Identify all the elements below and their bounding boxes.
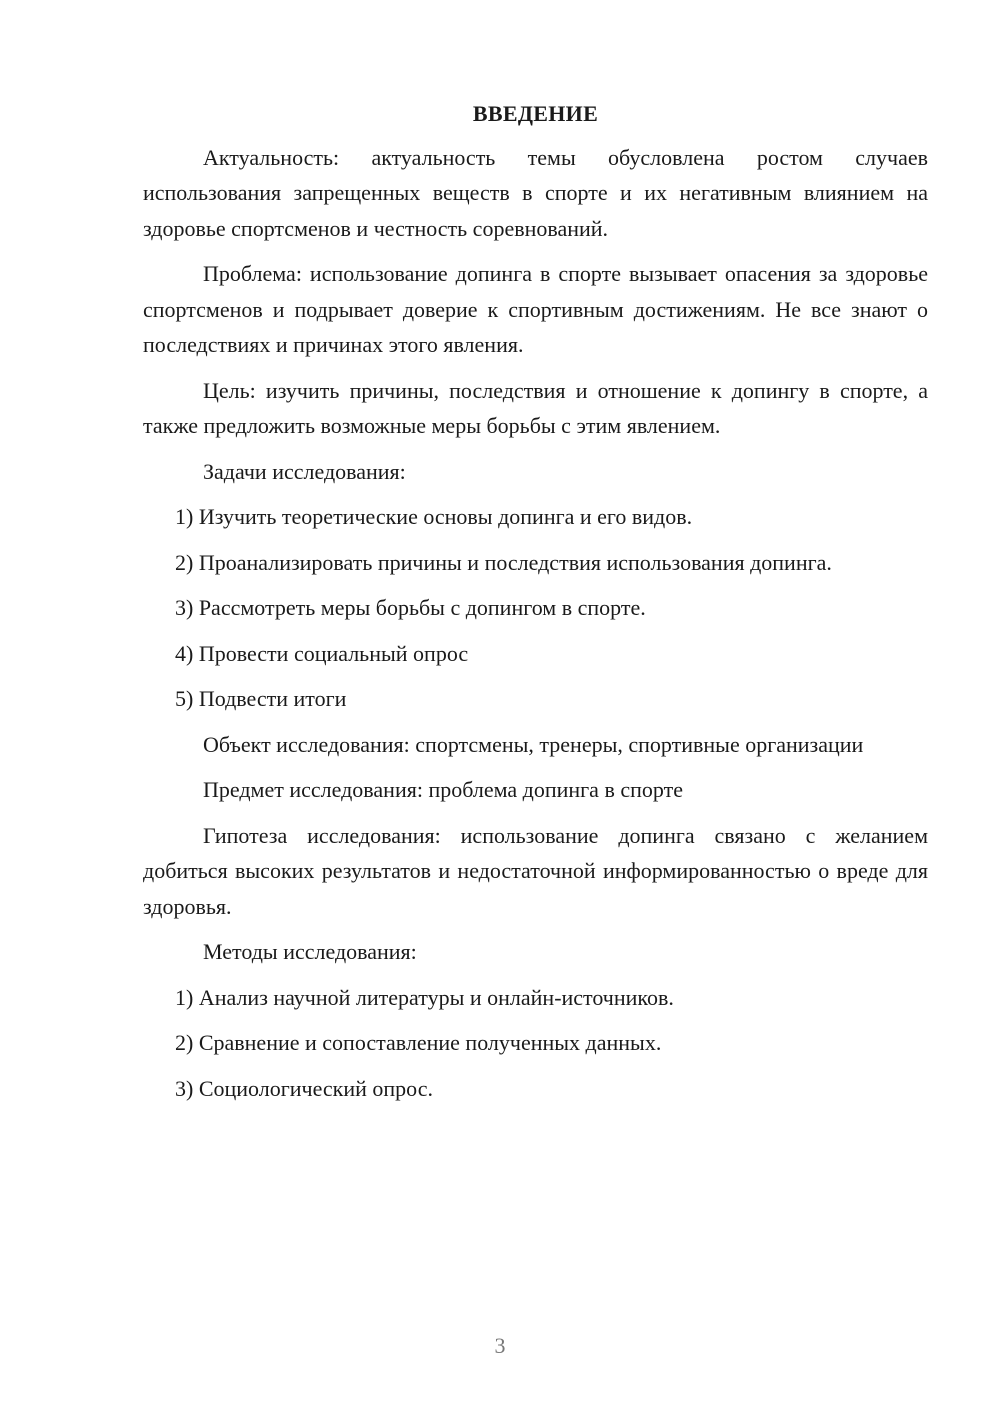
methods-list <box>143 980 928 1107</box>
list-item: 1) Анализ научной литературы и онлайн-источников. <box>175 984 674 1010</box>
list-item: 5) Подвести итоги <box>175 686 347 711</box>
page-title: ВВЕДЕНИЕ <box>472 101 599 126</box>
tasks-list <box>143 499 928 717</box>
list-item: 2) Сравнение и сопоставление полученных данных. <box>175 1030 662 1055</box>
page-number: 3 <box>494 1333 506 1358</box>
object-paragraph: Объект исследования: спортсмены, тренеры, спортивные организации <box>203 731 864 757</box>
problem-paragraph: Проблема: использование допинга в спорте вызывает опасения за здоровье спортсменов и подрывает доверие к спортивным достижениям. Не все знают о последствиях и причинах этого явления. <box>143 261 928 357</box>
list-item: 3) Социологический опрос. <box>175 1075 433 1101</box>
subject-paragraph: Предмет исследования: проблема допинга в спорте <box>203 777 683 802</box>
document-page <box>143 96 928 1116</box>
methods-heading: Методы исследования: <box>203 939 417 964</box>
list-item: 3) Рассмотреть меры борьбы с допингом в спорте. <box>175 595 646 620</box>
goal-paragraph: Цель: изучить причины, последствия и отношение к допингу в спорте, а также предложить возможные меры борьбы с этим явлением. <box>143 377 928 438</box>
list-item: 4) Провести социальный опрос <box>175 640 469 666</box>
list-item: 2) Проанализировать причины и последствия использования допинга. <box>175 549 832 575</box>
relevance-paragraph: Актуальность: актуальность темы обусловлена ростом случаев использования запрещенных веществ в спорте и их негативным влиянием на здоровье спортсменов и честность соревнований. <box>143 144 928 241</box>
hypothesis-paragraph: Гипотеза исследования: использование допинга связано с желанием добиться высоких результатов и недостаточной информированностью о вреде для здоровья. <box>143 822 928 919</box>
list-item: 1) Изучить теоретические основы допинга и его видов. <box>175 504 693 529</box>
tasks-heading: Задачи исследования: <box>203 458 406 484</box>
